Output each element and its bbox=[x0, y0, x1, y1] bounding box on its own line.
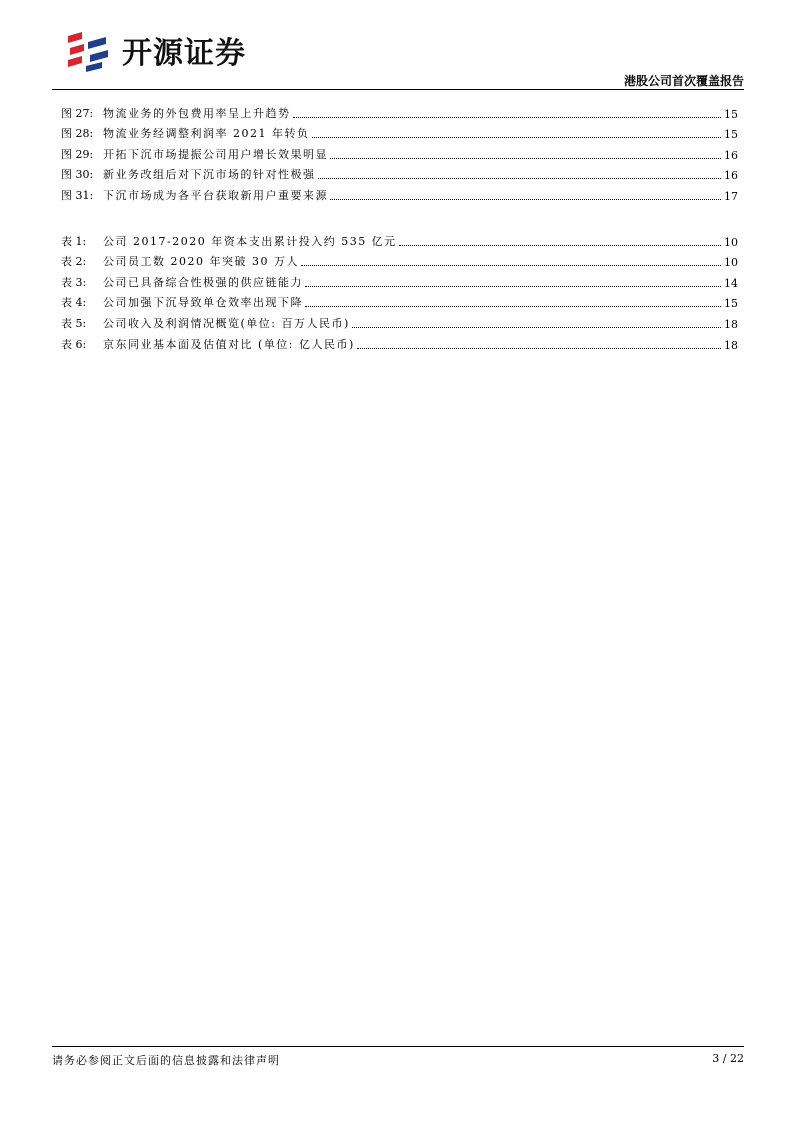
toc-page-number: 14 bbox=[724, 276, 738, 290]
figure-list bbox=[61, 100, 738, 203]
table-list bbox=[61, 228, 738, 352]
toc-label: 图 28: bbox=[61, 127, 94, 141]
toc-entry-table[interactable] bbox=[61, 228, 738, 249]
toc-title: 物流业务的外包费用率呈上升趋势 bbox=[103, 106, 291, 120]
toc-page-number: 10 bbox=[724, 256, 738, 270]
kaiyuan-logo-icon bbox=[66, 28, 112, 72]
toc-entry-figure[interactable] bbox=[61, 162, 738, 183]
toc-label: 表 3: bbox=[61, 275, 87, 289]
toc-leader bbox=[352, 326, 721, 328]
page-header bbox=[0, 0, 793, 92]
toc-page-number: 16 bbox=[724, 169, 738, 183]
toc-page-number: 18 bbox=[724, 317, 738, 331]
toc-page-number: 18 bbox=[724, 338, 738, 352]
toc-page-number: 17 bbox=[724, 189, 738, 203]
toc-page-number: 15 bbox=[724, 297, 738, 311]
toc-title: 公司收入及利润情况概览(单位: 百万人民币) bbox=[103, 316, 350, 330]
footer-disclaimer: 请务必参阅正文后面的信息披露和法律声明 bbox=[52, 1054, 280, 1067]
report-type-label: 港股公司首次覆盖报告 bbox=[623, 74, 744, 88]
toc-title: 公司已具备综合性极强的供应链能力 bbox=[103, 275, 303, 289]
toc-title: 京东同业基本面及估值对比 (单位: 亿人民币) bbox=[103, 337, 355, 351]
toc-label: 表 6: bbox=[61, 337, 87, 351]
brand-logo bbox=[66, 28, 246, 72]
toc-title: 下沉市场成为各平台获取新用户重要来源 bbox=[103, 188, 328, 202]
toc-label: 表 4: bbox=[61, 296, 87, 310]
toc-entry-table[interactable] bbox=[61, 290, 738, 311]
toc-label: 表 5: bbox=[61, 316, 87, 330]
toc-label: 图 31: bbox=[61, 188, 94, 202]
toc-title: 开拓下沉市场提振公司用户增长效果明显 bbox=[103, 147, 328, 161]
footer-divider bbox=[52, 1046, 744, 1047]
toc-page-number: 16 bbox=[724, 148, 738, 162]
toc-entry-figure[interactable] bbox=[61, 182, 738, 203]
toc-leader bbox=[330, 157, 721, 159]
toc-label: 图 29: bbox=[61, 147, 94, 161]
toc-leader bbox=[357, 347, 721, 349]
toc-label: 表 1: bbox=[61, 234, 87, 248]
toc-title: 公司员工数 2020 年突破 30 万人 bbox=[103, 255, 299, 269]
toc-entry-table[interactable] bbox=[61, 310, 738, 331]
toc-label: 表 2: bbox=[61, 255, 87, 269]
toc-title: 公司 2017-2020 年资本支出累计投入约 535 亿元 bbox=[103, 234, 397, 248]
toc-leader bbox=[330, 198, 721, 200]
toc-entry-figure[interactable] bbox=[61, 121, 738, 142]
brand-name: 开源证券 bbox=[122, 36, 246, 71]
toc-leader bbox=[305, 305, 721, 307]
toc-title: 公司加强下沉导致单仓效率出现下降 bbox=[103, 296, 303, 310]
toc-entry-figure[interactable] bbox=[61, 141, 738, 162]
toc-entry-table[interactable] bbox=[61, 331, 738, 352]
toc-title: 物流业务经调整利润率 2021 年转负 bbox=[103, 127, 310, 141]
toc-leader bbox=[301, 264, 721, 266]
toc-leader bbox=[293, 116, 722, 118]
toc-page-number: 15 bbox=[724, 107, 738, 121]
toc-entry-table[interactable] bbox=[61, 249, 738, 270]
toc-leader bbox=[305, 285, 721, 287]
toc-leader bbox=[312, 136, 722, 138]
toc-entry-table[interactable] bbox=[61, 269, 738, 290]
toc-leader bbox=[318, 177, 722, 179]
toc-page-number: 15 bbox=[724, 128, 738, 142]
toc-entry-figure[interactable] bbox=[61, 100, 738, 121]
page-number: 3 / 22 bbox=[712, 1052, 744, 1065]
toc-label: 图 27: bbox=[61, 106, 94, 120]
toc-title: 新业务改组后对下沉市场的针对性极强 bbox=[103, 168, 316, 182]
toc-label: 图 30: bbox=[61, 168, 94, 182]
header-divider bbox=[52, 89, 744, 90]
toc-leader bbox=[399, 244, 721, 246]
toc-page-number: 10 bbox=[724, 235, 738, 249]
